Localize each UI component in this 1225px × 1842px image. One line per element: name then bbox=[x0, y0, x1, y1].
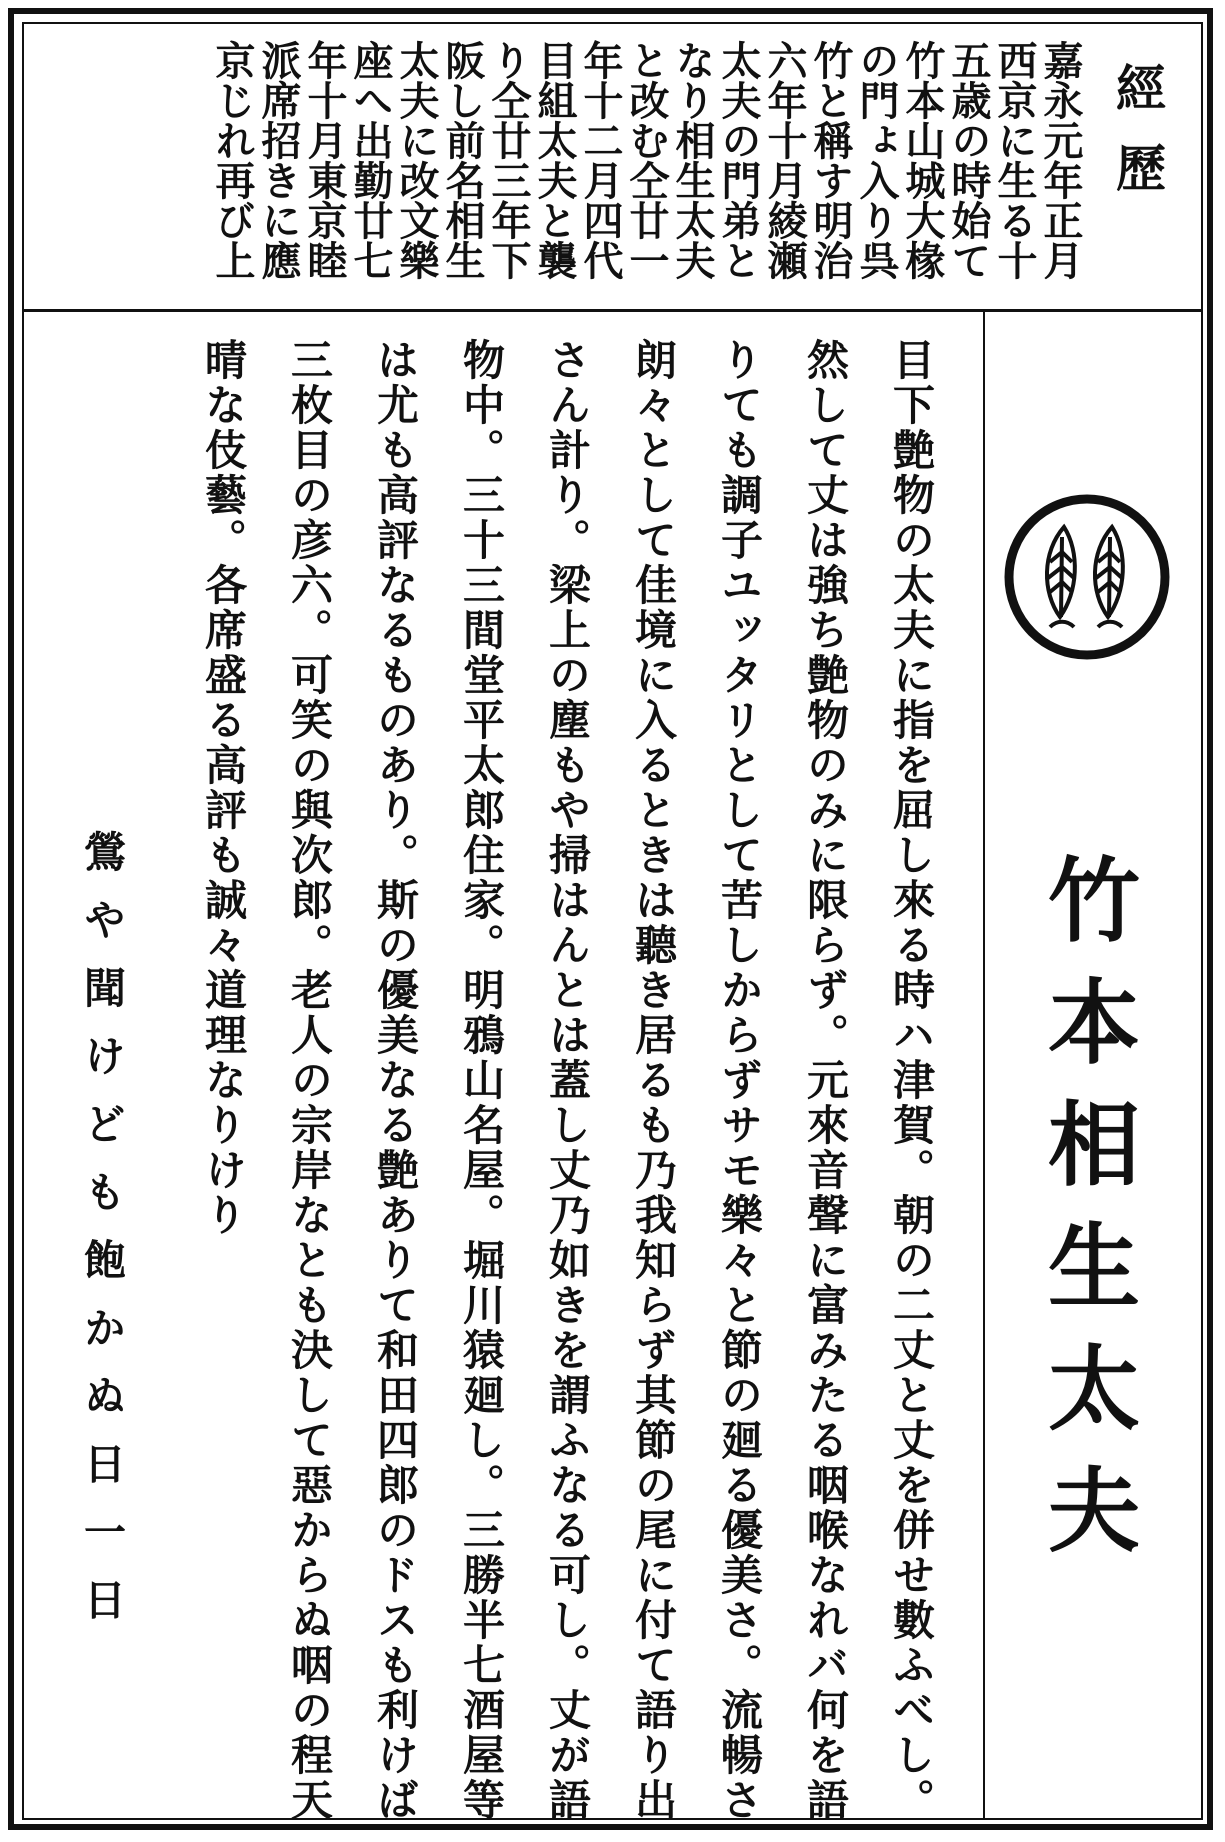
closing-haiku: 鶯や聞けども飽かぬ日一日 bbox=[78, 830, 127, 1646]
name-panel bbox=[983, 312, 1189, 1818]
career-text: 嘉永元年正月 西京に生る十 五歳の時始て 竹本山城大椽 の門ょ入り呉 竹と稱す明治 六年十月綾瀬 太夫の門弟と なり相生太夫 と改む仝廿一 年十二月四代 目組太夫と襲 り仝廿三年下 阪し前名相生 太夫に改文樂 座へ出勤廿七 年十月東京睦 派席招きに應 京じれ再び上 bbox=[209, 40, 1084, 280]
performer-name: 竹本相生太夫 bbox=[1033, 852, 1141, 1584]
career-heading: 經歷 bbox=[1108, 62, 1167, 222]
career-section bbox=[22, 22, 1203, 312]
biography-text: 目下艶物の太夫に指を屈し來る時ハ津賀。朝の二丈と丈を併せ數ふべし。 然して丈は強ち艶物のみに限らず。元來音聲に富みたる咽喉なれバ何を語 りても調子ユッタリとして苦しからずサモ樂々と節の廻る優美さ。流暢さ 朗々として佳境に入るときは聽き居るも乃我知らず其節の尾に付て語り出 さん計り。梁上の塵もや掃はんとは蓋し丈乃如きを謂ふなる可し。丈が語 物中。三十三間堂平太郎住家。明鴉山名屋。堀川猿廻し。三勝半七酒屋等 は尤も高評なるものあり。斯の優美なる艶ありて和田四郎のドスも利けば 三枚目の彦六。可笑の與次郎。老人の宗岸なとも決して惡からぬ咽の程天 晴な伎藝。各席盛る高評も誠々道理なりけり bbox=[199, 338, 936, 1823]
family-crest-icon bbox=[1002, 492, 1172, 662]
main-text-area bbox=[60, 320, 960, 1823]
